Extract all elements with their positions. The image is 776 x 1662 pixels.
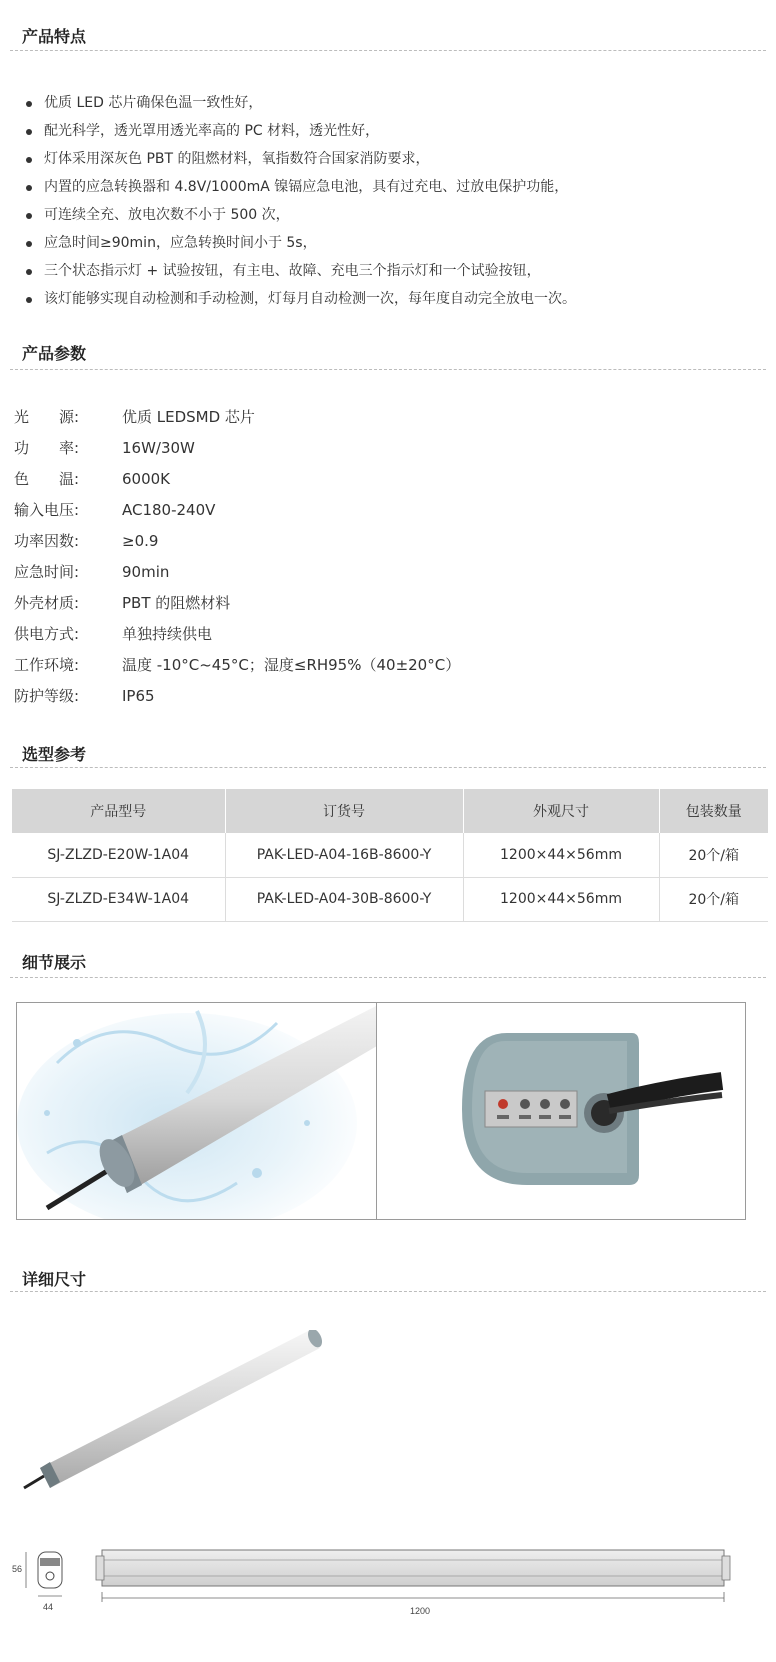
table-header-row (12, 789, 768, 833)
table-cell: PAK-LED-A04-30B-8600-Y (225, 877, 463, 921)
table-cell: 1200×44×56mm (463, 877, 659, 921)
table-cell: PAK-LED-A04-16B-8600-Y (225, 833, 463, 877)
param-key: 输入电压: (14, 501, 80, 519)
indicator-panel-photo (376, 1002, 746, 1220)
product-tube-image (10, 1330, 766, 1660)
feature-item: 灯体采用深灰色 PBT 的阻燃材料，氧指数符合国家消防要求， (24, 148, 764, 176)
param-row (14, 622, 714, 653)
table-row (12, 877, 768, 921)
param-value: 优质 LEDSMD 芯片 (122, 408, 255, 426)
length-dimension-label: 1200 (410, 1606, 431, 1616)
param-value: 90min (122, 563, 170, 581)
param-key: 工作环境: (14, 656, 80, 674)
param-row (14, 560, 714, 591)
table-cell: 20个/箱 (659, 833, 768, 877)
param-row (14, 591, 714, 622)
table-header: 外观尺寸 (463, 789, 659, 833)
param-key: 色 温: (14, 470, 80, 488)
details-title: 细节展示 (22, 953, 87, 972)
param-row (14, 498, 714, 529)
param-row (14, 653, 714, 684)
width-dimension-label: 44 (43, 1602, 54, 1612)
height-dimension-label: 56 (12, 1564, 23, 1574)
param-value: AC180-240V (122, 501, 216, 519)
table-cell: 20个/箱 (659, 877, 768, 921)
selection-table (12, 789, 768, 922)
param-row (14, 529, 714, 560)
params-title: 产品参数 (22, 344, 87, 363)
param-key: 功率因数: (14, 532, 80, 550)
param-value: 16W/30W (122, 439, 195, 457)
table-cell: SJ-ZLZD-E20W-1A04 (12, 833, 225, 877)
selection-title: 选型参考 (22, 745, 87, 764)
param-key: 防护等级: (14, 687, 80, 705)
param-key: 光 源: (14, 408, 80, 426)
param-key: 外壳材质: (14, 594, 80, 612)
details-divider (10, 977, 766, 978)
table-header: 包装数量 (659, 789, 768, 833)
param-row (14, 467, 714, 498)
param-row (14, 405, 714, 436)
param-value: 温度 -10°C~45°C；湿度≤RH95%（40±20°C） (122, 656, 461, 674)
param-value: PBT 的阻燃材料 (122, 594, 231, 612)
param-key: 应急时间: (14, 563, 80, 581)
param-key: 供电方式: (14, 625, 80, 643)
features-title: 产品特点 (22, 27, 87, 46)
table-cell: 1200×44×56mm (463, 833, 659, 877)
table-header: 产品型号 (12, 789, 225, 833)
table-header: 订货号 (225, 789, 463, 833)
params-list (14, 405, 714, 715)
param-row (14, 436, 714, 467)
param-value: ≥0.9 (122, 532, 159, 550)
dimensions-divider (10, 1291, 766, 1292)
selection-divider (10, 767, 766, 768)
param-value: IP65 (122, 687, 155, 705)
param-key: 功 率: (14, 439, 80, 457)
dimensions-title: 详细尺寸 (22, 1270, 87, 1289)
param-value: 单独持续供电 (122, 625, 213, 643)
feature-item: 应急时间≥90min，应急转换时间小于 5s， (24, 232, 764, 260)
waterproof-photo (16, 1002, 386, 1220)
param-row (14, 684, 714, 715)
table-cell: SJ-ZLZD-E34W-1A04 (12, 877, 225, 921)
feature-item: 配光科学，透光罩用透光率高的 PC 材料，透光性好， (24, 120, 764, 148)
features-divider (10, 50, 766, 51)
features-list (24, 92, 764, 316)
feature-item: 三个状态指示灯 + 试验按钮，有主电、故障、充电三个指示灯和一个试验按钮， (24, 260, 764, 288)
feature-item: 可连续全充、放电次数不小于 500 次， (24, 204, 764, 232)
param-value: 6000K (122, 470, 171, 488)
feature-item: 该灯能够实现自动检测和手动检测，灯每月自动检测一次，每年度自动完全放电一次。 (24, 288, 764, 316)
feature-item: 内置的应急转换器和 4.8V/1000mA 镍镉应急电池，具有过充电、过放电保护功能， (24, 176, 764, 204)
feature-item: 优质 LED 芯片确保色温一致性好， (24, 92, 764, 120)
dimension-drawing (10, 1330, 766, 1660)
params-divider (10, 369, 766, 370)
table-row (12, 833, 768, 877)
